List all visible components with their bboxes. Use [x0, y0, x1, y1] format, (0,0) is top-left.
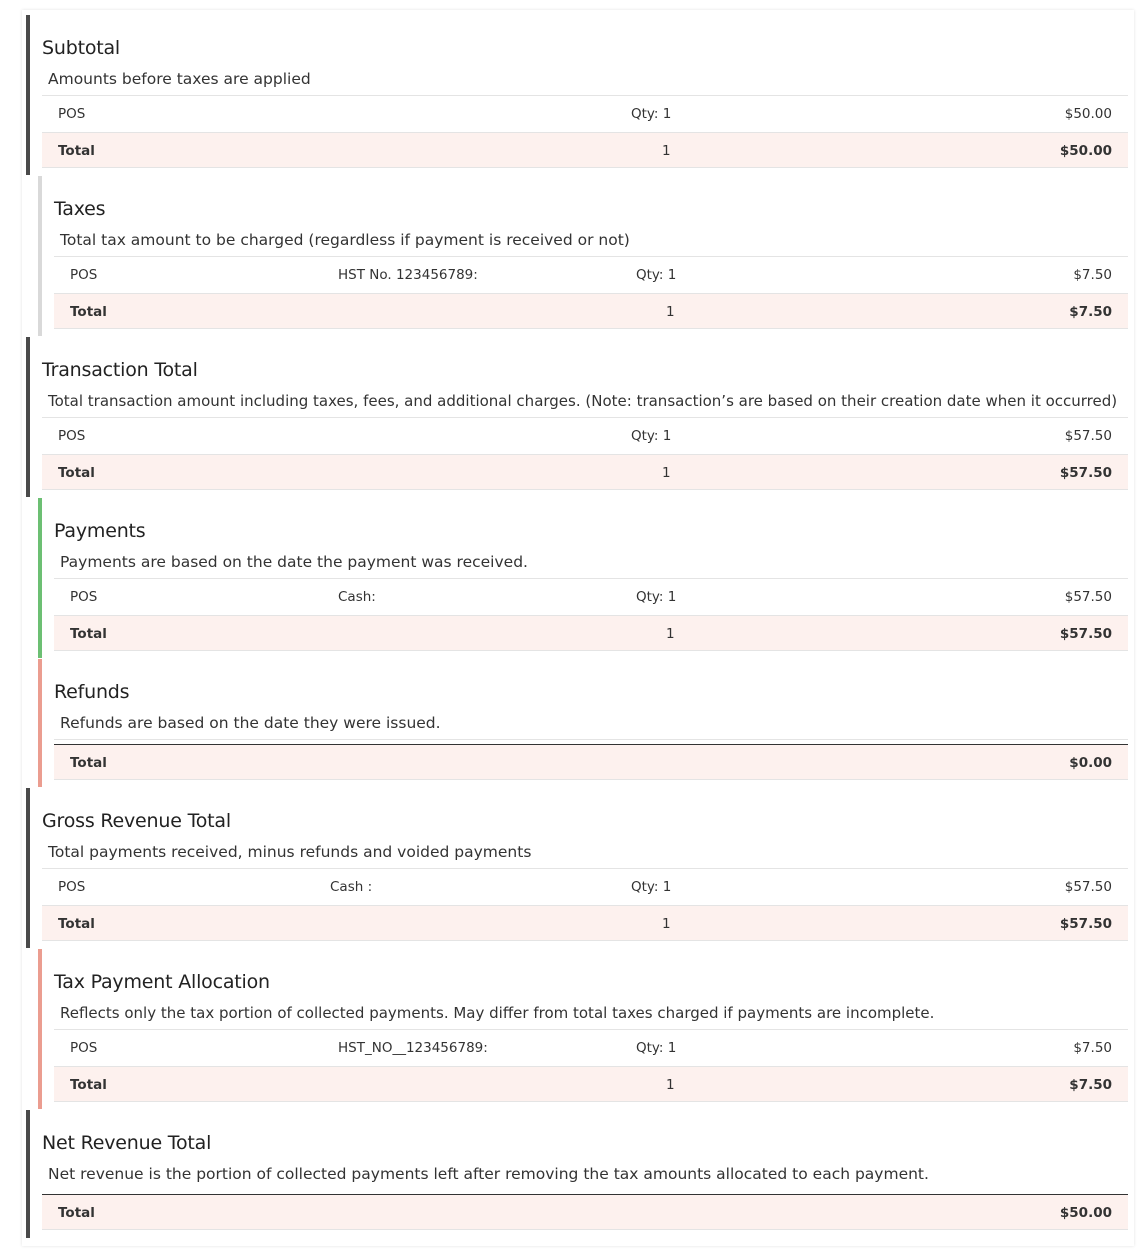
total-label: Total [70, 304, 107, 320]
total-label: Total [70, 1077, 107, 1093]
total-label: Total [58, 1205, 95, 1221]
total-amount: $57.50 [1059, 916, 1112, 932]
total-row [42, 905, 1128, 941]
total-row [42, 132, 1128, 168]
row-qty: Qty: 1 [636, 1040, 677, 1056]
total-qty: 1 [662, 143, 671, 159]
total-row [54, 293, 1128, 329]
total-qty: 1 [666, 626, 675, 642]
section-title: Tax Payment Allocation [54, 971, 270, 993]
table-row [54, 256, 1128, 292]
row-detail: HST_NO__123456789: [338, 1040, 488, 1056]
total-qty: 1 [662, 465, 671, 481]
section-accent-bar [38, 498, 42, 658]
total-qty: 1 [662, 916, 671, 932]
section-refunds [38, 659, 1128, 787]
row-source: POS [70, 589, 98, 605]
row-amount: $50.00 [1064, 106, 1112, 122]
section-title: Payments [54, 520, 146, 542]
row-detail: Cash: [338, 589, 376, 605]
total-amount: $50.00 [1059, 1205, 1112, 1221]
section-title: Taxes [54, 198, 106, 220]
section-tax-payment-allocation [38, 949, 1128, 1109]
table-row [54, 578, 1128, 614]
total-row [54, 615, 1128, 651]
section-gross-revenue [26, 788, 1128, 948]
total-amount: $7.50 [1069, 304, 1112, 320]
total-label: Total [70, 626, 107, 642]
row-amount: $57.50 [1064, 879, 1112, 895]
section-accent-bar [38, 659, 42, 787]
section-description: Total payments received, minus refunds and voided payments [48, 843, 532, 861]
row-detail: HST No. 123456789: [338, 267, 478, 283]
section-description: Total tax amount to be charged (regardless if payment is received or not) [60, 231, 630, 249]
row-amount: $57.50 [1064, 428, 1112, 444]
total-label: Total [58, 465, 95, 481]
total-label: Total [58, 916, 95, 932]
total-row [42, 454, 1128, 490]
total-amount: $57.50 [1059, 626, 1112, 642]
section-title: Transaction Total [42, 359, 198, 381]
row-source: POS [70, 267, 98, 283]
section-net-revenue [26, 1110, 1128, 1238]
section-description: Amounts before taxes are applied [48, 70, 311, 88]
divider [54, 739, 1128, 740]
total-label: Total [70, 755, 107, 771]
total-row [54, 1066, 1128, 1102]
table-row [42, 95, 1128, 131]
section-payments [38, 498, 1128, 658]
table-row [42, 868, 1128, 904]
total-amount: $0.00 [1069, 755, 1112, 771]
row-source: POS [58, 106, 86, 122]
section-title: Subtotal [42, 37, 121, 59]
total-amount: $50.00 [1059, 143, 1112, 159]
section-accent-bar [26, 15, 30, 175]
section-accent-bar [38, 949, 42, 1109]
total-qty: 1 [666, 1077, 675, 1093]
section-description: Net revenue is the portion of collected payments left after removing the tax amounts allocated to each payment. [48, 1165, 929, 1183]
row-amount: $57.50 [1064, 589, 1112, 605]
section-description: Reflects only the tax portion of collected payments. May differ from total taxes charged if payments are incomplete. [60, 1004, 935, 1022]
section-description: Total transaction amount including taxes, fees, and additional charges. (Note: transaction’s are based on their creation date when it occurred) [48, 392, 1118, 410]
section-title: Net Revenue Total [42, 1132, 212, 1154]
row-source: POS [58, 428, 86, 444]
row-detail: Cash : [330, 879, 373, 895]
total-amount: $57.50 [1059, 465, 1112, 481]
row-amount: $7.50 [1073, 267, 1112, 283]
section-description: Refunds are based on the date they were issued. [60, 714, 441, 732]
section-transaction-total [26, 337, 1128, 497]
total-row [54, 744, 1128, 780]
row-source: POS [70, 1040, 98, 1056]
row-amount: $7.50 [1073, 1040, 1112, 1056]
table-row [54, 1029, 1128, 1065]
total-row [42, 1194, 1128, 1230]
row-qty: Qty: 1 [631, 428, 672, 444]
total-label: Total [58, 143, 95, 159]
section-taxes [38, 176, 1128, 336]
total-amount: $7.50 [1069, 1077, 1112, 1093]
table-row [42, 417, 1128, 453]
section-description: Payments are based on the date the payment was received. [60, 553, 528, 571]
section-title: Gross Revenue Total [42, 810, 231, 832]
row-qty: Qty: 1 [631, 879, 672, 895]
section-accent-bar [26, 1110, 30, 1238]
row-source: POS [58, 879, 86, 895]
section-accent-bar [26, 788, 30, 948]
row-qty: Qty: 1 [636, 267, 677, 283]
section-title: Refunds [54, 681, 130, 703]
row-qty: Qty: 1 [631, 106, 672, 122]
row-qty: Qty: 1 [636, 589, 677, 605]
section-accent-bar [26, 337, 30, 497]
total-qty: 1 [666, 304, 675, 320]
section-accent-bar [38, 176, 42, 336]
section-subtotal [26, 15, 1128, 175]
